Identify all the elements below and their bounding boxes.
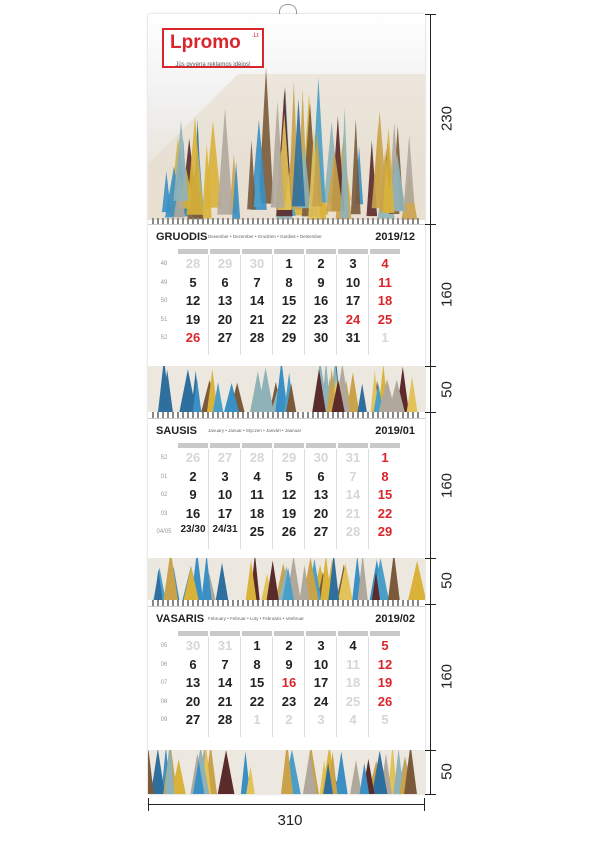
day-cell: 30 (313, 450, 329, 465)
weekday-header (306, 249, 336, 254)
weekday-header (242, 249, 272, 254)
dimension-tick (425, 412, 436, 413)
dimension-tick (425, 604, 436, 605)
day-cell: 8 (285, 274, 293, 290)
day-cell: 28 (249, 330, 265, 345)
day-cell: 3 (349, 256, 357, 271)
day-cell: 29 (281, 330, 297, 345)
column-divider (368, 255, 369, 355)
day-cell: 19 (377, 675, 393, 690)
week-number: 03 (160, 510, 168, 517)
width-dimension-line (148, 804, 425, 805)
dimension-label-strip: 50 (438, 763, 456, 780)
day-cell: 24 (345, 311, 361, 327)
day-cell: 29 (217, 256, 233, 271)
day-cell: 17 (345, 293, 361, 308)
dimension-label-month: 160 (438, 281, 456, 308)
weekday-header (306, 631, 336, 636)
day-cell: 22 (377, 505, 393, 521)
cone-shape (408, 561, 425, 600)
column-divider (368, 637, 369, 737)
day-cell: 10 (217, 487, 233, 502)
week-number: 02 (160, 492, 168, 498)
month-name: VASARIS (156, 613, 205, 625)
week-number: 48 (160, 261, 168, 267)
logo-name: Lpromo (170, 32, 241, 53)
day-cell: 2 (317, 256, 325, 271)
day-cell: 2 (189, 468, 197, 484)
day-cell: 26 (185, 330, 201, 345)
day-cell: 7 (253, 274, 261, 290)
logo-tagline: Jūs gyvena reklamos idėjos! (175, 62, 251, 68)
day-cell: 4 (381, 256, 389, 271)
column-divider (336, 637, 337, 737)
column-divider (208, 255, 209, 355)
day-cell: 19 (185, 311, 201, 327)
weekday-header (370, 443, 400, 448)
month-name: GRUODIS (156, 231, 208, 243)
cone-shape (350, 760, 362, 794)
week-number: 01 (160, 473, 168, 480)
day-cell: 16 (185, 505, 201, 521)
day-cell: 28 (217, 712, 233, 727)
day-cell: 26 (281, 524, 297, 539)
week-number: 04/05 (156, 529, 172, 535)
month-year: 2019/02 (375, 613, 415, 625)
day-cell: 5 (381, 638, 389, 653)
day-cell: 12 (185, 293, 201, 308)
dimension-tick (425, 558, 436, 559)
dimension-tick (425, 366, 436, 367)
cone-shape (388, 558, 400, 600)
day-cell: 7 (349, 468, 357, 484)
day-cell: 1 (253, 638, 261, 653)
image-strip (148, 558, 425, 600)
day-cell: 19 (281, 505, 297, 521)
day-cell: 15 (377, 487, 393, 502)
day-cell: 11 (378, 274, 392, 290)
day-cell: 15 (249, 675, 265, 690)
dimension-tick (425, 14, 436, 15)
image-strip (148, 366, 425, 412)
week-number: 52 (160, 335, 168, 341)
day-cell: 24/31 (212, 524, 238, 535)
day-cell: 21 (345, 505, 361, 521)
day-cell: 22 (281, 311, 297, 327)
day-cell: 31 (217, 638, 233, 653)
day-cell: 26 (185, 450, 201, 465)
day-cell: 23/30 (180, 524, 206, 535)
week-number: 05 (160, 643, 168, 649)
weekday-header (338, 443, 368, 448)
week-number: 07 (160, 680, 168, 686)
day-cell: 18 (377, 293, 393, 308)
day-cell: 13 (313, 487, 329, 502)
day-cell: 30 (249, 256, 265, 271)
column-divider (272, 449, 273, 549)
day-cell: 27 (217, 330, 233, 345)
day-cell: 8 (253, 656, 261, 672)
dimension-tick (148, 798, 149, 811)
day-cell: 21 (217, 693, 233, 709)
day-cell: 12 (281, 487, 297, 502)
weekday-header (242, 443, 272, 448)
day-cell: 17 (313, 675, 329, 690)
cone-shape (335, 752, 348, 794)
day-cell: 5 (189, 274, 197, 290)
day-cell: 23 (281, 693, 297, 709)
height-dimension-line (430, 14, 431, 794)
day-cell: 25 (345, 693, 361, 709)
cone-shape (216, 563, 228, 600)
weekday-header (210, 631, 240, 636)
day-cell: 17 (217, 505, 233, 521)
day-cell: 24 (313, 693, 329, 709)
dimension-tick (424, 798, 425, 811)
day-cell: 26 (377, 693, 393, 709)
week-number: 50 (160, 298, 168, 304)
column-divider (272, 255, 273, 355)
week-number: 52 (160, 455, 168, 461)
day-cell: 30 (185, 638, 201, 653)
day-cell: 1 (285, 256, 293, 271)
month-panel-january (148, 418, 425, 557)
day-cell: 8 (381, 468, 389, 484)
day-cell: 6 (221, 274, 229, 290)
week-number: 09 (160, 717, 168, 723)
month-panel-december (148, 224, 425, 361)
day-cell: 1 (253, 712, 261, 727)
day-cell: 6 (189, 656, 197, 672)
cone-shape (148, 750, 154, 794)
day-cell: 5 (285, 468, 293, 484)
column-divider (368, 449, 369, 549)
dimension-label-strip: 50 (438, 381, 456, 398)
column-divider (240, 255, 241, 355)
weekday-header (274, 631, 304, 636)
day-cell: 13 (217, 293, 233, 308)
weekday-header (210, 249, 240, 254)
day-cell: 13 (185, 675, 201, 690)
day-cell: 9 (285, 656, 293, 672)
day-cell: 20 (185, 693, 201, 709)
day-cell: 2 (285, 712, 293, 727)
weekday-header (370, 631, 400, 636)
column-divider (272, 637, 273, 737)
day-cell: 15 (281, 293, 297, 308)
dimension-label-strip: 50 (438, 572, 456, 589)
weekday-header (274, 249, 304, 254)
day-cell: 11 (250, 487, 264, 502)
weekday-header (338, 631, 368, 636)
day-cell: 3 (317, 638, 325, 653)
month-languages: January • Januar • Styczen • Janvārī • Jaanuar (208, 428, 302, 433)
column-divider (208, 449, 209, 549)
day-cell: 16 (281, 675, 297, 690)
day-cell: 3 (221, 468, 229, 484)
day-cell: 3 (317, 712, 325, 727)
column-divider (240, 449, 241, 549)
day-cell: 20 (313, 505, 329, 521)
day-cell: 14 (345, 487, 361, 502)
month-year: 2019/12 (375, 231, 415, 243)
day-cell: 14 (249, 293, 265, 308)
day-cell: 6 (317, 468, 325, 484)
month-name: SAUSIS (156, 425, 197, 437)
day-cell: 28 (345, 524, 361, 539)
week-number: 08 (160, 698, 168, 705)
day-cell: 27 (185, 712, 201, 727)
cone-shape (407, 377, 418, 412)
day-cell: 30 (313, 330, 329, 345)
dimension-label-header: 230 (438, 105, 456, 132)
weekday-header (210, 443, 240, 448)
column-divider (304, 449, 305, 549)
day-cell: 4 (349, 638, 357, 653)
month-panel-february (148, 606, 425, 749)
column-divider (304, 637, 305, 737)
day-cell: 28 (185, 256, 201, 271)
day-cell: 9 (189, 487, 197, 502)
month-languages: February • Februar • Luty • Februāris • Veebruar (208, 616, 304, 621)
column-divider (336, 449, 337, 549)
month-languages: Desember • Dezember • Grudzien • Gardiek • Detsember (208, 234, 322, 239)
day-cell: 27 (217, 450, 233, 465)
day-cell: 31 (345, 330, 361, 345)
day-cell: 22 (249, 693, 265, 709)
day-cell: 31 (345, 450, 361, 465)
cone-shape (218, 750, 235, 794)
day-cell: 18 (345, 675, 361, 690)
day-cell: 2 (285, 638, 293, 653)
weekday-header (370, 249, 400, 254)
day-cell: 7 (221, 656, 229, 672)
week-number: 49 (160, 279, 168, 286)
dimension-tick (425, 224, 436, 225)
column-divider (336, 255, 337, 355)
day-cell: 11 (346, 656, 360, 672)
day-cell: 1 (381, 450, 389, 465)
day-cell: 9 (317, 274, 325, 290)
day-cell: 21 (249, 311, 265, 327)
day-cell: 18 (249, 505, 265, 521)
dimension-label-month: 160 (438, 472, 456, 499)
weekday-header (338, 249, 368, 254)
day-cell: 29 (377, 524, 393, 539)
day-cell: 28 (249, 450, 265, 465)
day-cell: 10 (313, 656, 329, 672)
day-cell: 27 (313, 524, 329, 539)
column-divider (304, 255, 305, 355)
day-cell: 5 (381, 712, 389, 727)
day-cell: 4 (253, 468, 261, 484)
month-year: 2019/01 (375, 425, 415, 437)
day-cell: 10 (345, 274, 361, 290)
weekday-header (274, 443, 304, 448)
dimension-label-month: 160 (438, 663, 456, 690)
logo-suffix: .Lt (252, 33, 259, 39)
cone-shape (357, 384, 366, 412)
day-cell: 29 (281, 450, 297, 465)
day-cell: 25 (249, 524, 265, 539)
day-cell: 16 (313, 293, 329, 308)
dimension-tick (425, 750, 436, 751)
dimension-label-width: 310 (277, 812, 303, 829)
column-divider (208, 637, 209, 737)
day-cell: 14 (217, 675, 233, 690)
day-cell: 23 (313, 311, 329, 327)
cone-shape (164, 558, 178, 600)
weekday-header (242, 631, 272, 636)
weekday-header (178, 249, 208, 254)
weekday-header (178, 443, 208, 448)
week-number: 06 (160, 661, 168, 668)
weekday-header (178, 631, 208, 636)
day-cell: 25 (377, 311, 393, 327)
week-number: 51 (160, 316, 168, 323)
column-divider (240, 637, 241, 737)
day-cell: 1 (381, 330, 389, 345)
image-strip (148, 750, 425, 794)
day-cell: 20 (217, 311, 233, 327)
dimension-tick (425, 794, 436, 795)
weekday-header (306, 443, 336, 448)
cone-shape (338, 563, 352, 600)
day-cell: 12 (377, 656, 393, 672)
day-cell: 4 (349, 712, 357, 727)
